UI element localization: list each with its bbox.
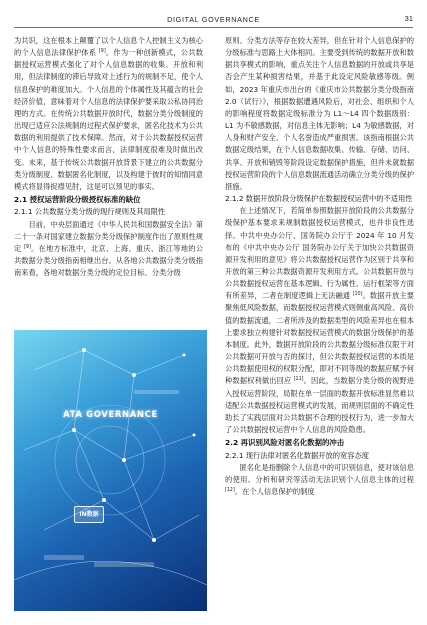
right-column xyxy=(225,35,414,498)
data-governance-illustration xyxy=(14,330,207,611)
citation-marker: [10] xyxy=(352,292,363,298)
network-graphic xyxy=(14,330,207,611)
subsection-heading: 2.2.1 现行法律对匿名化数据开放的宽容态度 xyxy=(225,450,370,460)
subsection-heading: 2.1.2 数据开放阶段分级保护在数据授权运营中的不适用性 xyxy=(225,194,413,204)
citation-marker: [12] xyxy=(225,488,235,494)
citation-marker: [9] xyxy=(24,244,31,250)
illustration-badge: IN数据 xyxy=(74,506,104,523)
paragraph: 匿名化是指删除个人信息中的可识别信息，使对该信息的使用、分析和研究等活动无法识别个人信息主体的过程 [12]。在个人信息保护的制度 xyxy=(225,462,414,497)
citation-marker: [9] xyxy=(98,49,106,55)
journal-title: DIGITAL GOVERNANCE xyxy=(167,15,260,24)
left-column xyxy=(14,35,203,279)
illustration-caption-text: ATA GOVERNANCE xyxy=(63,410,158,420)
header-rule xyxy=(14,27,413,28)
section-heading: 2.1 授权运营阶段分级授权标准的缺位 xyxy=(14,195,141,205)
paragraph: 在上述情况下，若简单参照数据开放阶段的公共数据分级保护基本要求来规制数据授权运营模式，也并非良性选择。中共中央办公厅、国务院办公厅于 2024 年 10 月发布的《中共中央办公厅 国务院办公厅关于加快公共数据资源开发利用的意见》将公共数据授权运营作为区别于共享和开放的第三种公共数据资源开发利用方式。公共数据开放与公共数据授权运营在基本逻辑、行为属性、运行框架等方面有所差异，二者在制度逻辑上无法融通 [10]。数据开放主要聚焦低风险数据，而数据授权运营模式则侧重高风险、高价值的数据流通，二者所涉及的数据类型的风险差异也在根本上要求独立构建针对数据授权运营模式的数据分级保护的基本制度。此外，数据开放阶段的公共数据分级标准仅限于对公共数据可开放与否的探讨，但公共数据授权运营的本质是公共数据使用权的权限分配，即对不同等级的数据应赋予何种数据权利做出回应 [11]。因此，当数据分类分级的视野进入授权运营阶段，局限在单一层面的数据开放标准显然难以适配公共数据授权运营模式的发展，而规则层面的不确定性助长了实践层面对公共数据不合理的授权行为，进一步加大了公共数据授权运营中个人信息的风险隐患。 xyxy=(225,206,414,435)
citation-marker: [11] xyxy=(293,377,304,383)
paragraph: 目前，中央层面通过《中华人民共和国数据安全法》第二十一条对国家建立数据分类分级保护制度作出了原则性规定 [9]。在地方标准中，北京、上海、重庆、浙江等地的公共数据分类分级指南相继出台。从各地公共数据分类分级指南来看，各地对数据分类分级的定位目标、分类分级 xyxy=(14,219,203,278)
paragraph: 为共识，这在根本上颠覆了以个人信息个人控制主义为核心的个人信息法律保护体系 [9]。作为一种创新模式，公共数据授权运营模式强化了对个人信息数据的收集、开放和利用，但法律制度的滞后导致对上述行为的规制不足，使个人信息保护的难度加大。个人信息的个体属性及其蕴含的社会经济价值，意味着对个人信息的法律保护要采取公私协同治理的方式。在传统公共数据开放时代，数据分类分级制度的出现已适应公法规制的过程式保护要求，匿名化技术为公共数据的利用提供了技术保障。然而，对于公共数据授权运营中个人信息的特殊性要求而言，法律制度很难及时做出改变。未来，基于传统公共数据开放背景下建立的公共数据分类分级制度、数据匿名化制度，以及构建于彼时的知情同意模式将显得捉襟见肘，这是可以预见的事实。 xyxy=(14,36,203,191)
subsection-heading: 2.1.1 公共数据分类分级的现行规则及其局限性 xyxy=(14,207,166,217)
section-heading: 2.2 再识别风险对匿名化数据的冲击 xyxy=(225,438,345,448)
page-header xyxy=(14,14,413,30)
paragraph: 原则、分类方法等存在较大差异，但在针对个人信息保护的分级标准与思路上大体相同。主要受到传统的数据开放和数据共享模式的影响，重点关注个人信息数据的开放或共享是否会产生某种损害结果，并基于此设定风险敏感等级。例如，2023 年重庆市出台的《重庆市公共数据分类分级指南 2.0（试行）》，根据数据遭遇风险后，对社会、组织和个人的影响程度将数据定级标准分为 L1～L4 四个数据级别：L1 为不敏感数据，对信息主体无影响；L4 为敏感数据，对人身和财产安全、个人名誉造成严重损害。该指南根据公共数据定级结果，在个人信息数据收集、传输、存储、访问、共享、开放和销毁等阶段设定数据保护措施，但并未就数据授权运营阶段的个人信息数据流通活动确立分类分级的保护措施。 xyxy=(225,36,414,191)
page-number: 31 xyxy=(404,14,413,23)
